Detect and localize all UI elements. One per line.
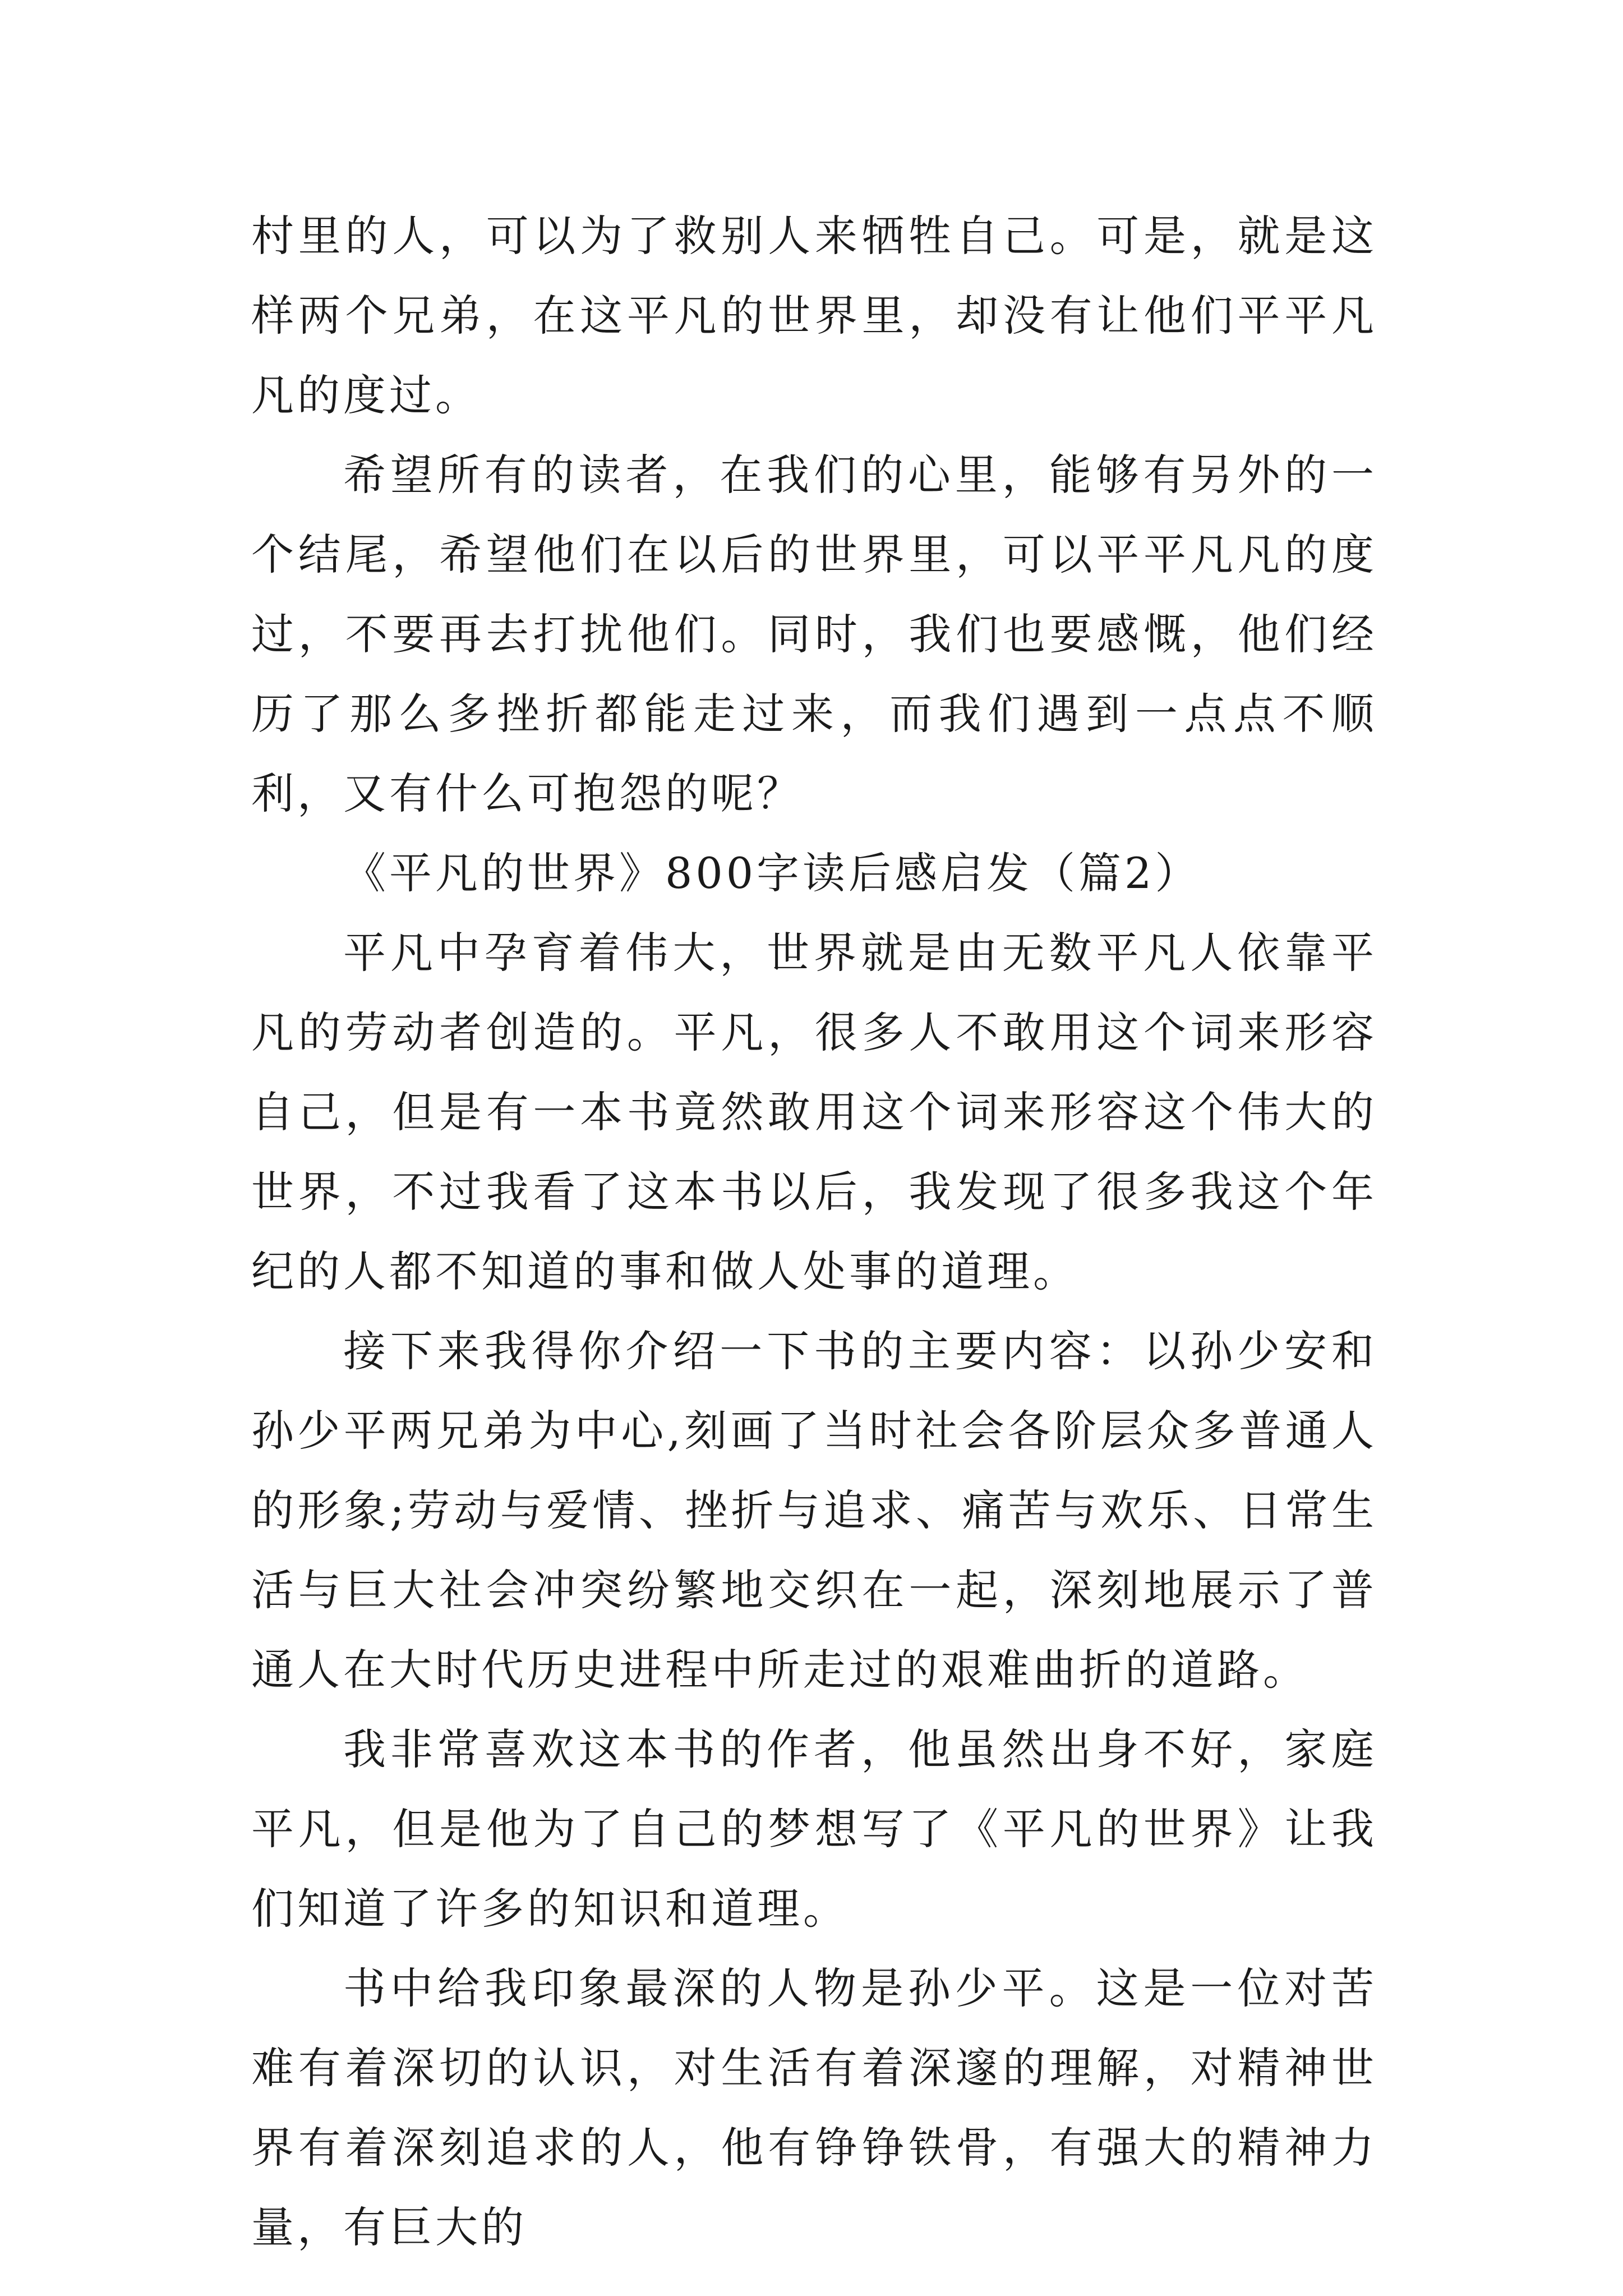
paragraph: 书中给我印象最深的人物是孙少平。这是一位对苦难有着深切的认识，对生活有着深邃的理解，对精神世界有着深刻追求的人，他有铮铮铁骨，有强大的精神力量，有巨大的 — [251, 1963, 1377, 2252]
section-heading: 《平凡的世界》800字读后感启发（篇2） — [343, 848, 1201, 898]
paragraph-continuation: 村里的人，可以为了救别人来牺牲自己。可是，就是这样两个兄弟，在这平凡的世界里，却没有让他们平平凡凡的度过。 — [251, 211, 1377, 420]
paragraph: 平凡中孕育着伟大，世界就是由无数平凡人依靠平凡的劳动者创造的。平凡，很多人不敢用这个词来形容自己，但是有一本书竟然敢用这个词来形容这个伟大的世界，不过我看了这本书以后，我发现了很多我这个年纪的人都不知道的事和做人处事的道理。 — [251, 928, 1377, 1296]
paragraph: 希望所有的读者，在我们的心里，能够有另外的一个结尾，希望他们在以后的世界里，可以平平凡凡的度过，不要再去打扰他们。同时，我们也要感慨，他们经历了那么多挫折都能走过来，而我们遇到一点点不顺利，又有什么可抱怨的呢？ — [251, 450, 1377, 818]
paragraph: 接下来我得你介绍一下书的主要内容：以孙少安和孙少平两兄弟为中心,刻画了当时社会各阶层众多普通人的形象;劳动与爱情、挫折与追求、痛苦与欢乐、日常生活与巨大社会冲突纷繁地交织在一起，深刻地展示了普通人在大时代历史进程中所走过的艰难曲折的道路。 — [251, 1326, 1377, 1695]
paragraph: 我非常喜欢这本书的作者，他虽然出身不好，家庭平凡，但是他为了自己的梦想写了《平凡的世界》让我们知道了许多的知识和道理。 — [251, 1724, 1377, 1934]
document-body — [251, 196, 1377, 2267]
